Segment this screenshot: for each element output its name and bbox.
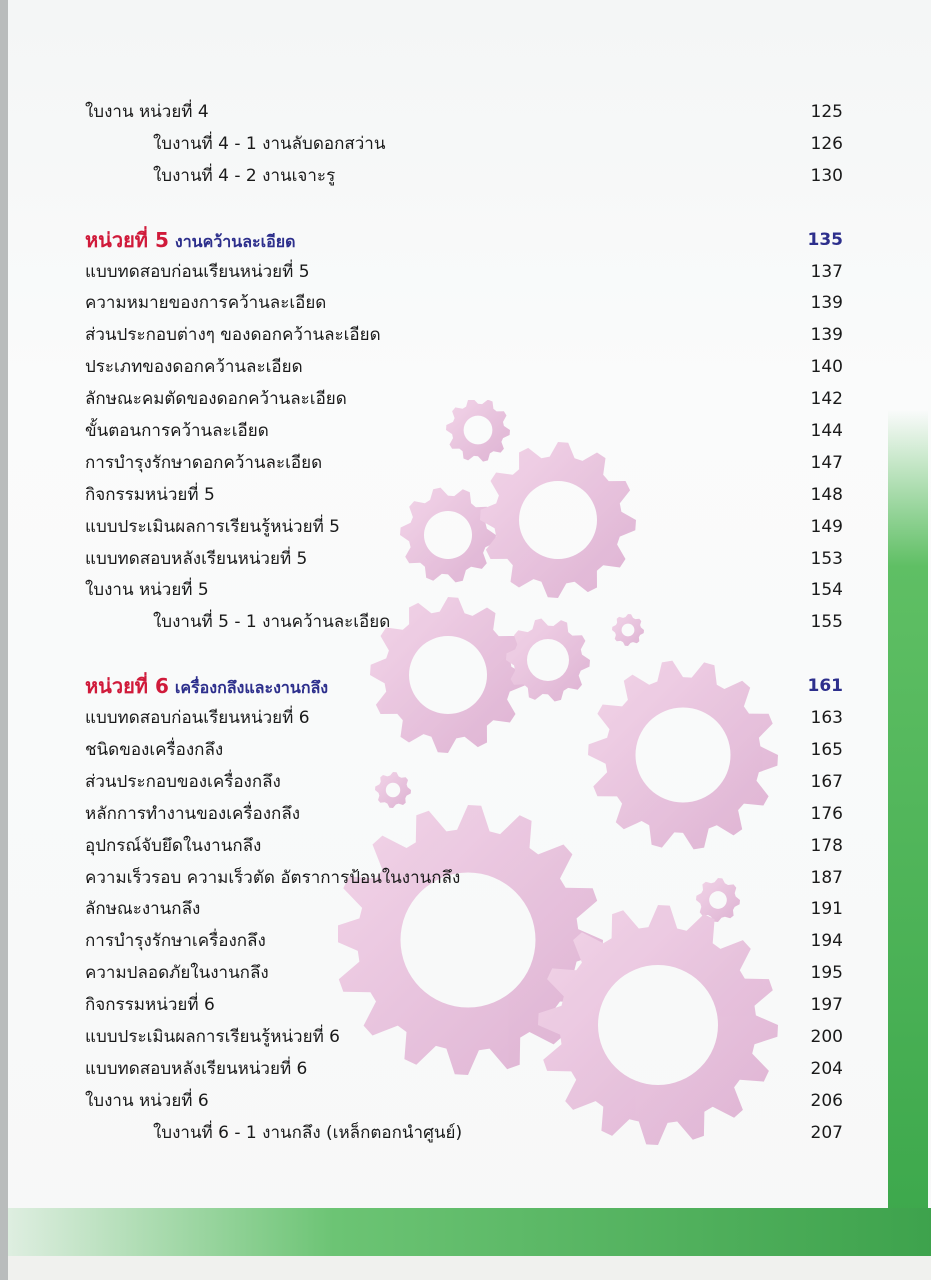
toc-entry-title: หลักการทำงานของเครื่องกลึง: [85, 803, 301, 824]
toc-entry[interactable]: [85, 480, 843, 512]
toc-page-number: 147: [810, 452, 843, 473]
toc-entry[interactable]: [85, 1086, 843, 1118]
unit-title: งานคว้านละเอียด: [174, 231, 296, 251]
toc-page-number: 178: [810, 835, 843, 856]
toc-entry-title: กิจกรรมหน่วยที่ 6: [85, 995, 215, 1016]
toc-entry[interactable]: [85, 894, 843, 926]
toc-entry[interactable]: [85, 863, 843, 895]
toc-entry-title: ใบงาน หน่วยที่ 4: [85, 102, 209, 122]
toc-entry[interactable]: [85, 1054, 843, 1086]
page-bottom-edge: [8, 1256, 931, 1280]
unit-page-number: 135: [807, 229, 843, 250]
toc-entry[interactable]: [85, 288, 843, 320]
toc-page-number: 194: [810, 931, 843, 952]
toc-page-number: 191: [810, 899, 843, 920]
toc-page-number: 154: [810, 580, 843, 601]
toc-entry-title: ใบงานที่ 6 - 1 งานกลึง (เหล็กตอกนำศูนย์): [153, 1122, 463, 1143]
green-border-horizontal: [8, 1208, 931, 1256]
toc-entry[interactable]: [85, 958, 843, 990]
toc-entry[interactable]: [85, 735, 843, 767]
toc-entry-title: ส่วนประกอบของเครื่องกลึง: [85, 771, 281, 792]
toc-page-number: 155: [810, 612, 843, 633]
unit-heading-title: [85, 225, 295, 259]
toc-entry-title: อุปกรณ์จับยึดในงานกลึง: [85, 835, 262, 856]
toc-entry-title: การบำรุงรักษาเครื่องกลึง: [85, 931, 266, 952]
toc-page-number: 165: [810, 740, 843, 761]
toc-subentry[interactable]: [85, 129, 843, 161]
toc-page-number: 187: [810, 867, 843, 888]
toc-entry[interactable]: [85, 384, 843, 416]
toc-entry-title: แบบทดสอบก่อนเรียนหน่วยที่ 6: [85, 708, 310, 729]
unit-label: หน่วยที่ 5: [85, 227, 169, 252]
toc-entry-title: แบบประเมินผลการเรียนรู้หน่วยที่ 6: [85, 1027, 340, 1048]
toc-entry[interactable]: [85, 767, 843, 799]
toc-entry[interactable]: [85, 926, 843, 958]
toc-entry[interactable]: [85, 320, 843, 352]
toc-page-number: 130: [810, 165, 843, 186]
toc-page-number: 126: [810, 133, 843, 154]
toc-page-number: 197: [810, 995, 843, 1016]
toc-entry-title: ประเภทของดอกคว้านละเอียด: [85, 357, 303, 378]
toc-entry-title: แบบทดสอบหลังเรียนหน่วยที่ 6: [85, 1058, 308, 1079]
toc-entry-title: ขั้นตอนการคว้านละเอียด: [85, 421, 269, 442]
toc-page-number: 204: [810, 1058, 843, 1079]
toc-entry[interactable]: [85, 257, 843, 289]
toc-entry[interactable]: [85, 512, 843, 544]
toc-entry[interactable]: [85, 703, 843, 735]
toc-entry-title: ลักษณะงานกลึง: [85, 899, 201, 920]
toc-page-number: 137: [810, 261, 843, 282]
toc-subentry[interactable]: [85, 1118, 843, 1150]
toc-entry-title: การบำรุงรักษาดอกคว้านละเอียด: [85, 452, 323, 473]
table-of-contents: [85, 97, 843, 1150]
toc-entry-title: กิจกรรมหน่วยที่ 5: [85, 484, 215, 505]
unit-title: เครื่องกลึงและงานกลึง: [174, 678, 329, 698]
toc-entry[interactable]: [85, 448, 843, 480]
toc-entry-title: ใบงานที่ 4 - 2 งานเจาะรู: [153, 165, 336, 186]
toc-page-number: 195: [810, 963, 843, 984]
toc-entry-title: ความปลอดภัยในงานกลึง: [85, 963, 269, 984]
toc-entry-title: ลักษณะคมตัดของดอกคว้านละเอียด: [85, 389, 347, 410]
unit-heading[interactable]: [85, 225, 843, 257]
book-spine: [0, 0, 8, 1280]
toc-entry[interactable]: [85, 1022, 843, 1054]
toc-page-number: 153: [810, 548, 843, 569]
toc-page-number: 139: [810, 325, 843, 346]
toc-entry-title: ใบงาน หน่วยที่ 6: [85, 1090, 209, 1111]
toc-page-number: 142: [810, 389, 843, 410]
toc-entry-title: ส่วนประกอบต่างๆ ของดอกคว้านละเอียด: [85, 325, 381, 346]
toc-entry[interactable]: [85, 831, 843, 863]
unit-heading[interactable]: [85, 671, 843, 703]
toc-page-number: 139: [810, 293, 843, 314]
toc-page-number: 148: [810, 484, 843, 505]
toc-page-number: 167: [810, 771, 843, 792]
toc-entry-title: แบบทดสอบก่อนเรียนหน่วยที่ 5: [85, 261, 310, 282]
unit-page-number: 161: [807, 676, 843, 697]
toc-page-number: 140: [810, 357, 843, 378]
green-border-vertical: [888, 410, 928, 1280]
toc-entry[interactable]: [85, 97, 843, 129]
unit-label: หน่วยที่ 6: [85, 674, 169, 699]
unit-heading-title: [85, 671, 328, 705]
toc-page-number: 144: [810, 421, 843, 442]
toc-page-number: 200: [810, 1027, 843, 1048]
toc-entry-title: ใบงานที่ 4 - 1 งานลับดอกสว่าน: [153, 133, 386, 154]
toc-entry-title: ใบงาน หน่วยที่ 5: [85, 580, 209, 601]
toc-entry[interactable]: [85, 990, 843, 1022]
book-page: [8, 0, 931, 1280]
toc-page-number: 163: [810, 708, 843, 729]
toc-subentry[interactable]: [85, 161, 843, 193]
toc-page-number: 176: [810, 803, 843, 824]
toc-entry[interactable]: [85, 575, 843, 607]
toc-entry-title: ใบงานที่ 5 - 1 งานคว้านละเอียด: [153, 612, 391, 633]
toc-page-number: 149: [810, 516, 843, 537]
toc-entry[interactable]: [85, 416, 843, 448]
toc-subentry[interactable]: [85, 607, 843, 639]
toc-entry-title: ชนิดของเครื่องกลึง: [85, 740, 224, 761]
toc-entry[interactable]: [85, 799, 843, 831]
toc-entry[interactable]: [85, 544, 843, 576]
toc-page-number: 125: [810, 102, 843, 122]
section-gap: [85, 193, 843, 225]
toc-entry-title: ความเร็วรอบ ความเร็วตัด อัตราการป้อนในงานกลึง: [85, 867, 461, 888]
toc-entry-title: ความหมายของการคว้านละเอียด: [85, 293, 327, 314]
toc-entry[interactable]: [85, 352, 843, 384]
section-gap: [85, 639, 843, 671]
toc-page-number: 206: [810, 1090, 843, 1111]
toc-entry-title: แบบทดสอบหลังเรียนหน่วยที่ 5: [85, 548, 308, 569]
toc-entry-title: แบบประเมินผลการเรียนรู้หน่วยที่ 5: [85, 516, 340, 537]
toc-page-number: 207: [810, 1122, 843, 1143]
